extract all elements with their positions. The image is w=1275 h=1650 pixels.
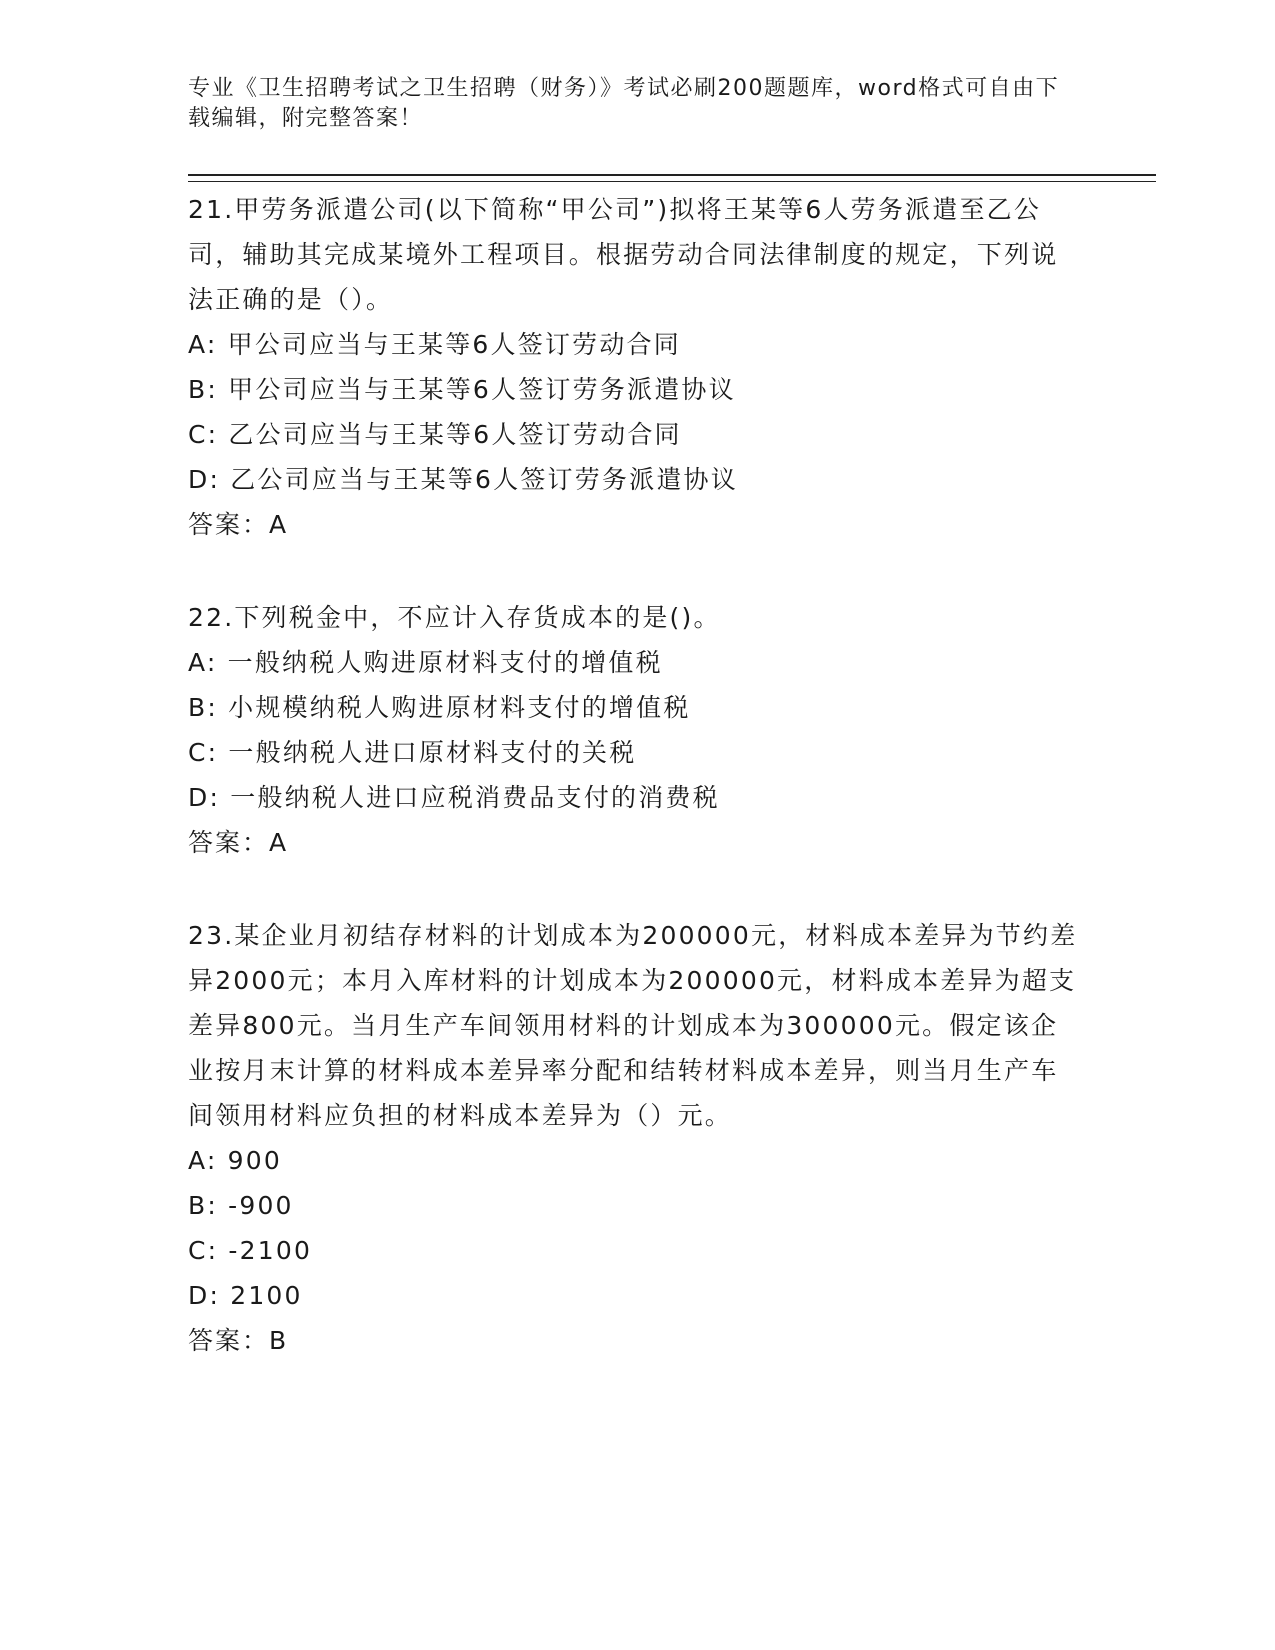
option-c: C: 一般纳税人进口原材料支付的关税 <box>188 738 637 767</box>
option-b: B: 甲公司应当与王某等6人签订劳务派遣协议 <box>188 375 736 404</box>
option-c: C: 乙公司应当与王某等6人签订劳动合同 <box>188 420 682 449</box>
answer-line: 答案：A <box>188 510 289 539</box>
option-d: D: 乙公司应当与王某等6人签订劳务派遣协议 <box>188 465 738 494</box>
option-a: A: 一般纳税人购进原材料支付的增值税 <box>188 648 663 677</box>
option-a: A: 900 <box>188 1146 282 1175</box>
question-23 <box>188 913 1078 1363</box>
answer-line: 答案：B <box>188 1326 289 1355</box>
option-b: B: 小规模纳税人购进原材料支付的增值税 <box>188 693 691 722</box>
option-b: B: -900 <box>188 1191 294 1220</box>
header-divider-thick <box>188 174 1156 176</box>
option-c: C: -2100 <box>188 1236 313 1265</box>
option-a: A: 甲公司应当与王某等6人签订劳动合同 <box>188 330 681 359</box>
question-22 <box>188 595 1078 865</box>
answer-line: 答案：A <box>188 828 289 857</box>
header-divider-thin <box>188 181 1156 182</box>
document-header: 专业《卫生招聘考试之卫生招聘（财务）》考试必刷200题题库，word格式可自由下载编辑，附完整答案！ <box>188 76 1060 131</box>
question-21 <box>188 187 1078 547</box>
question-stem: 22.下列税金中，不应计入存货成本的是()。 <box>188 603 721 632</box>
question-stem: 21.甲劳务派遣公司(以下简称“甲公司”)拟将王某等6人劳务派遣至乙公司，辅助其完成某境外工程项目。根据劳动合同法律制度的规定，下列说法正确的是（）。 <box>188 195 1059 314</box>
option-d: D: 2100 <box>188 1281 303 1310</box>
option-d: D: 一般纳税人进口应税消费品支付的消费税 <box>188 783 720 812</box>
question-stem: 23.某企业月初结存材料的计划成本为200000元，材料成本差异为节约差异2000元；本月入库材料的计划成本为200000元，材料成本差异为超支差异800元。当月生产车间领用材料的计划成本为300000元。假定该企业按月末计算的材料成本差异率分配和结转材料成本差异，则当月生产车间领用材料应负担的材料成本差异为（）元。 <box>188 921 1078 1130</box>
question-list <box>188 187 1078 1411</box>
